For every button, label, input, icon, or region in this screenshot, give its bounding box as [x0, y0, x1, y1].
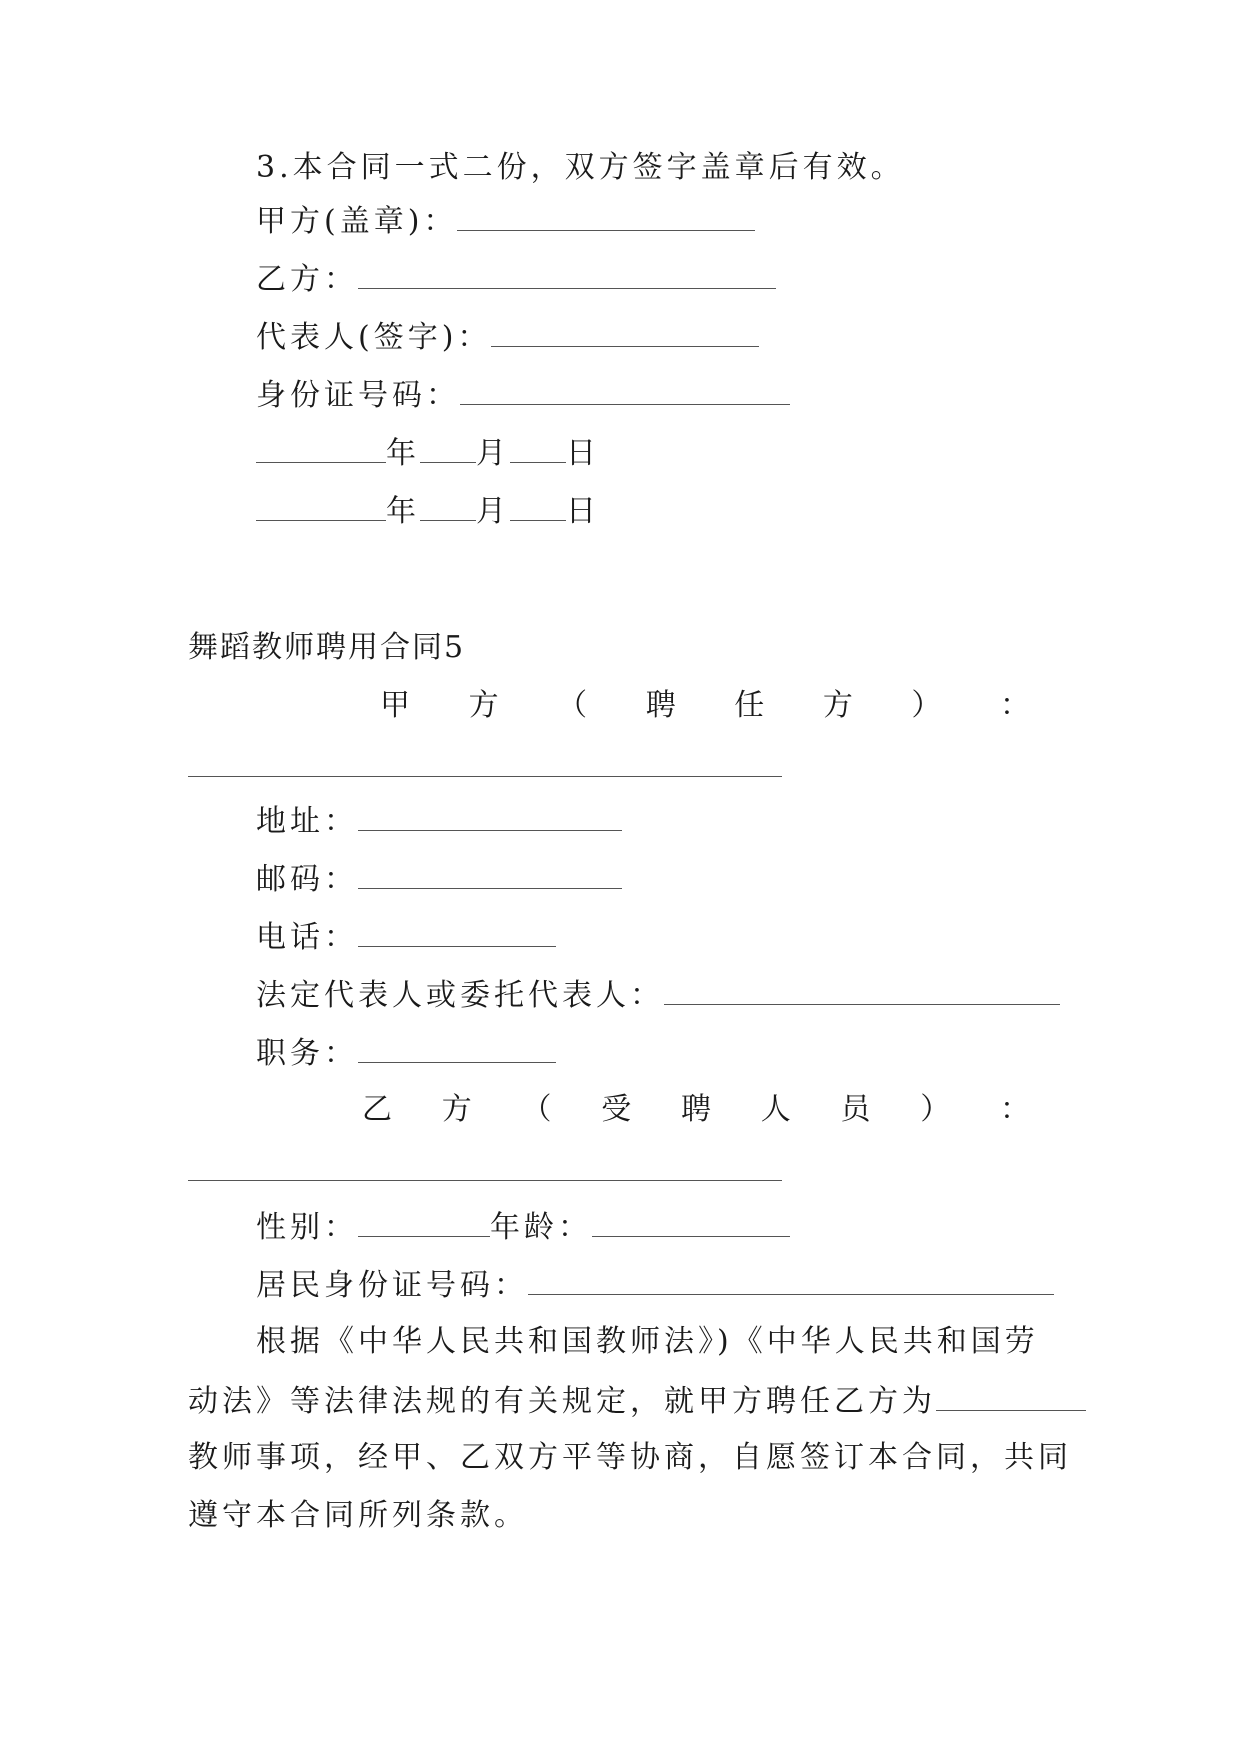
heading-char: 方: [441, 1092, 472, 1127]
party-a-heading: [380, 686, 1030, 726]
resident-id-row: [256, 1264, 1054, 1306]
party-b-label: 乙方：: [256, 262, 358, 297]
heading-char: 受: [601, 1092, 632, 1127]
clause-3: 3.本合同一式二份，双方签字盖章后有效。: [256, 150, 905, 185]
party-b-heading: [362, 1090, 1030, 1130]
date-row-1: [256, 432, 600, 474]
id-number-row: [256, 374, 790, 416]
party-a-seal-blank[interactable]: [457, 200, 755, 231]
legal-rep-blank[interactable]: [664, 974, 1060, 1005]
resident-id-label: 居民身份证号码：: [256, 1268, 528, 1303]
heading-char: 方: [822, 688, 853, 723]
address-label: 地址：: [256, 804, 358, 839]
heading-char: ：: [999, 688, 1030, 723]
postcode-row: [256, 858, 622, 900]
phone-blank[interactable]: [358, 916, 556, 947]
position-row: [256, 1032, 556, 1074]
heading-char: 聘: [681, 1092, 711, 1127]
position-label: 职务：: [256, 1036, 358, 1071]
heading-char: ）: [920, 1092, 951, 1127]
heading-char: ：: [1000, 1092, 1030, 1127]
year-blank[interactable]: [256, 432, 386, 463]
year-blank[interactable]: [256, 490, 386, 521]
rep-sign-row: [256, 316, 759, 358]
address-blank[interactable]: [358, 800, 622, 831]
id-number-label: 身份证号码：: [256, 378, 460, 413]
heading-char: （: [521, 1092, 552, 1127]
party-a-seal-row: [256, 200, 755, 242]
teacher-type-blank[interactable]: [936, 1380, 1086, 1411]
year-label: 年: [386, 494, 420, 529]
month-label: 月: [476, 436, 510, 471]
party-b-name-blank[interactable]: [188, 1180, 782, 1181]
body-line-2: [188, 1380, 1086, 1422]
body-line-3: 教师事项，经甲、乙双方平等协商，自愿签订本合同，共同: [188, 1440, 1072, 1475]
position-blank[interactable]: [358, 1032, 556, 1063]
party-b-row: [256, 258, 776, 300]
age-blank[interactable]: [592, 1206, 790, 1237]
party-b-blank[interactable]: [358, 258, 776, 289]
heading-char: 甲: [380, 688, 410, 723]
day-blank[interactable]: [510, 432, 566, 463]
postcode-blank[interactable]: [358, 858, 622, 889]
party-a-name-blank[interactable]: [188, 776, 782, 777]
gender-age-row: [256, 1206, 790, 1248]
body-line-4: 遵守本合同所列条款。: [188, 1498, 528, 1533]
day-blank[interactable]: [510, 490, 566, 521]
legal-rep-row: [256, 974, 1060, 1016]
id-number-blank[interactable]: [460, 374, 790, 405]
heading-char: 员: [840, 1092, 871, 1127]
month-label: 月: [476, 494, 510, 529]
heading-char: 聘: [645, 688, 676, 723]
address-row: [256, 800, 622, 842]
heading-char: 人: [760, 1092, 791, 1127]
heading-char: 任: [734, 688, 765, 723]
age-label: 年龄：: [490, 1210, 592, 1245]
date-row-2: [256, 490, 600, 532]
heading-char: ）: [911, 688, 942, 723]
legal-rep-label: 法定代表人或委托代表人：: [256, 978, 664, 1013]
resident-id-blank[interactable]: [528, 1264, 1054, 1295]
phone-label: 电话：: [256, 920, 358, 955]
rep-sign-label: 代表人(签字)：: [256, 320, 492, 355]
heading-char: 乙: [362, 1092, 392, 1127]
party-a-seal-label: 甲方(盖章)：: [256, 204, 458, 239]
rep-sign-blank[interactable]: [491, 316, 759, 347]
heading-char: 方: [468, 688, 499, 723]
body-line-2-text: 动法》等法律法规的有关规定，就甲方聘任乙方为: [188, 1384, 936, 1419]
postcode-label: 邮码：: [256, 862, 358, 897]
year-label: 年: [386, 436, 420, 471]
gender-blank[interactable]: [358, 1206, 490, 1237]
phone-row: [256, 916, 556, 958]
month-blank[interactable]: [420, 490, 476, 521]
month-blank[interactable]: [420, 432, 476, 463]
gender-label: 性别：: [256, 1210, 358, 1245]
heading-char: （: [557, 688, 588, 723]
body-line-1: 根据《中华人民共和国教师法》)《中华人民共和国劳: [256, 1324, 1039, 1359]
day-label: 日: [566, 436, 600, 471]
day-label: 日: [566, 494, 600, 529]
contract-title: 舞蹈教师聘用合同5: [188, 630, 466, 665]
